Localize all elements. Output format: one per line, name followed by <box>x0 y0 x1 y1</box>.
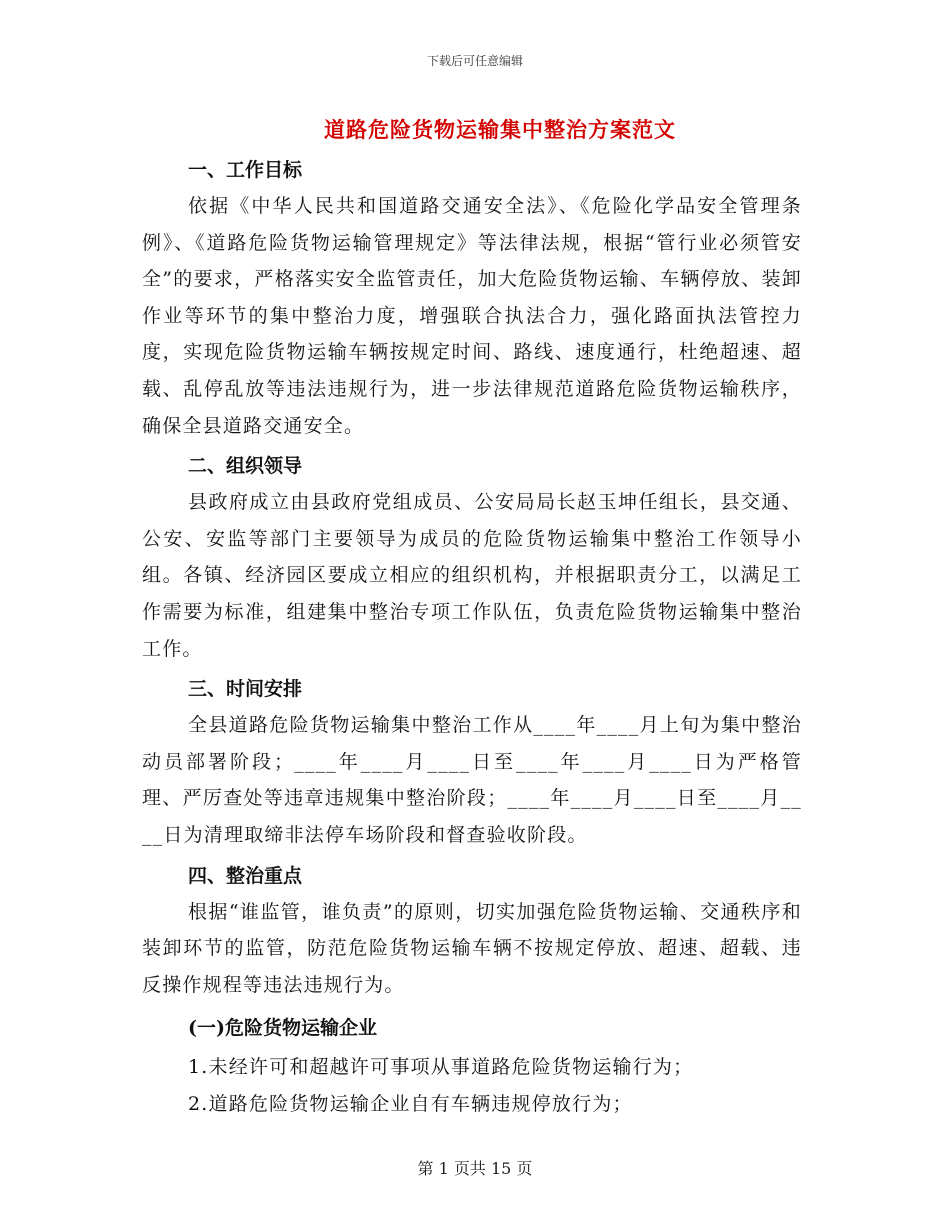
section-schedule <box>142 671 802 853</box>
list-item: 1.未经许可和超越许可事项从事道路危险货物运输行为； <box>188 1056 694 1079</box>
section-paragraph: 全县道路危险货物运输集中整治工作从____年____月上旬为集中整治动员部署阶段；____年____月____日至____年____月____日为严格管理、严厉查处等违章违规集中整治阶段；____年____月____日至____月____日为清理取缔非法停车场阶段和督查验收阶段。 <box>142 714 802 846</box>
header-note: 下载后可任意编辑 <box>426 54 523 68</box>
section-paragraph: 县政府成立由县政府党组成员、公安局局长赵玉坤任组长，县交通、公安、安监等部门主要领导为成员的危险货物运输集中整治工作领导小组。各镇、经济园区要成立相应的组织机构，并根据职责分工，以满足工作需要为标准，组建集中整治专项工作队伍，负责危险货物运输集中整治工作。 <box>142 491 802 660</box>
section-paragraph: 依据《中华人民共和国道路交通安全法》、《危险化学品安全管理条例》、《道路危险货物运输管理规定》等法律法规，根据“管行业必须管安全”的要求，严格落实安全监管责任，加大危险货物运输、车辆停放、装卸作业等环节的集中整治力度，增强联合执法合力，强化路面执法管控力度，实现危险货物运输车辆按规定时间、路线、速度通行，杜绝超速、超载、乱停乱放等违法违规行为，进一步法律规范道路危险货物运输秩序，确保全县道路交通安全。 <box>142 195 802 437</box>
document-title: 道路危险货物运输集中整治方案范文 <box>324 117 676 142</box>
list-item: 2.道路危险货物运输企业自有车辆违规停放行为； <box>188 1093 633 1116</box>
section-heading: 三、时间安排 <box>188 678 303 701</box>
section-paragraph: 根据“谁监管，谁负责”的原则，切实加强危险货物运输、交通秩序和装卸环节的监管，防范危险货物运输车辆不按规定停放、超速、超载、违反操作规程等违法违规行为。 <box>142 900 802 996</box>
section-heading: 四、整治重点 <box>188 864 303 887</box>
section-organization <box>142 448 802 667</box>
section-key-points <box>142 858 802 1004</box>
page-number-footer: 第 1 页共 15 页 <box>417 1159 533 1178</box>
document-body <box>142 152 802 1123</box>
subsection-transport-enterprise <box>142 1007 802 1123</box>
subsection-heading: (一)危险货物运输企业 <box>188 1017 377 1040</box>
section-heading: 二、组织领导 <box>188 455 303 478</box>
section-heading: 一、工作目标 <box>188 159 303 181</box>
section-work-goal <box>142 152 802 444</box>
